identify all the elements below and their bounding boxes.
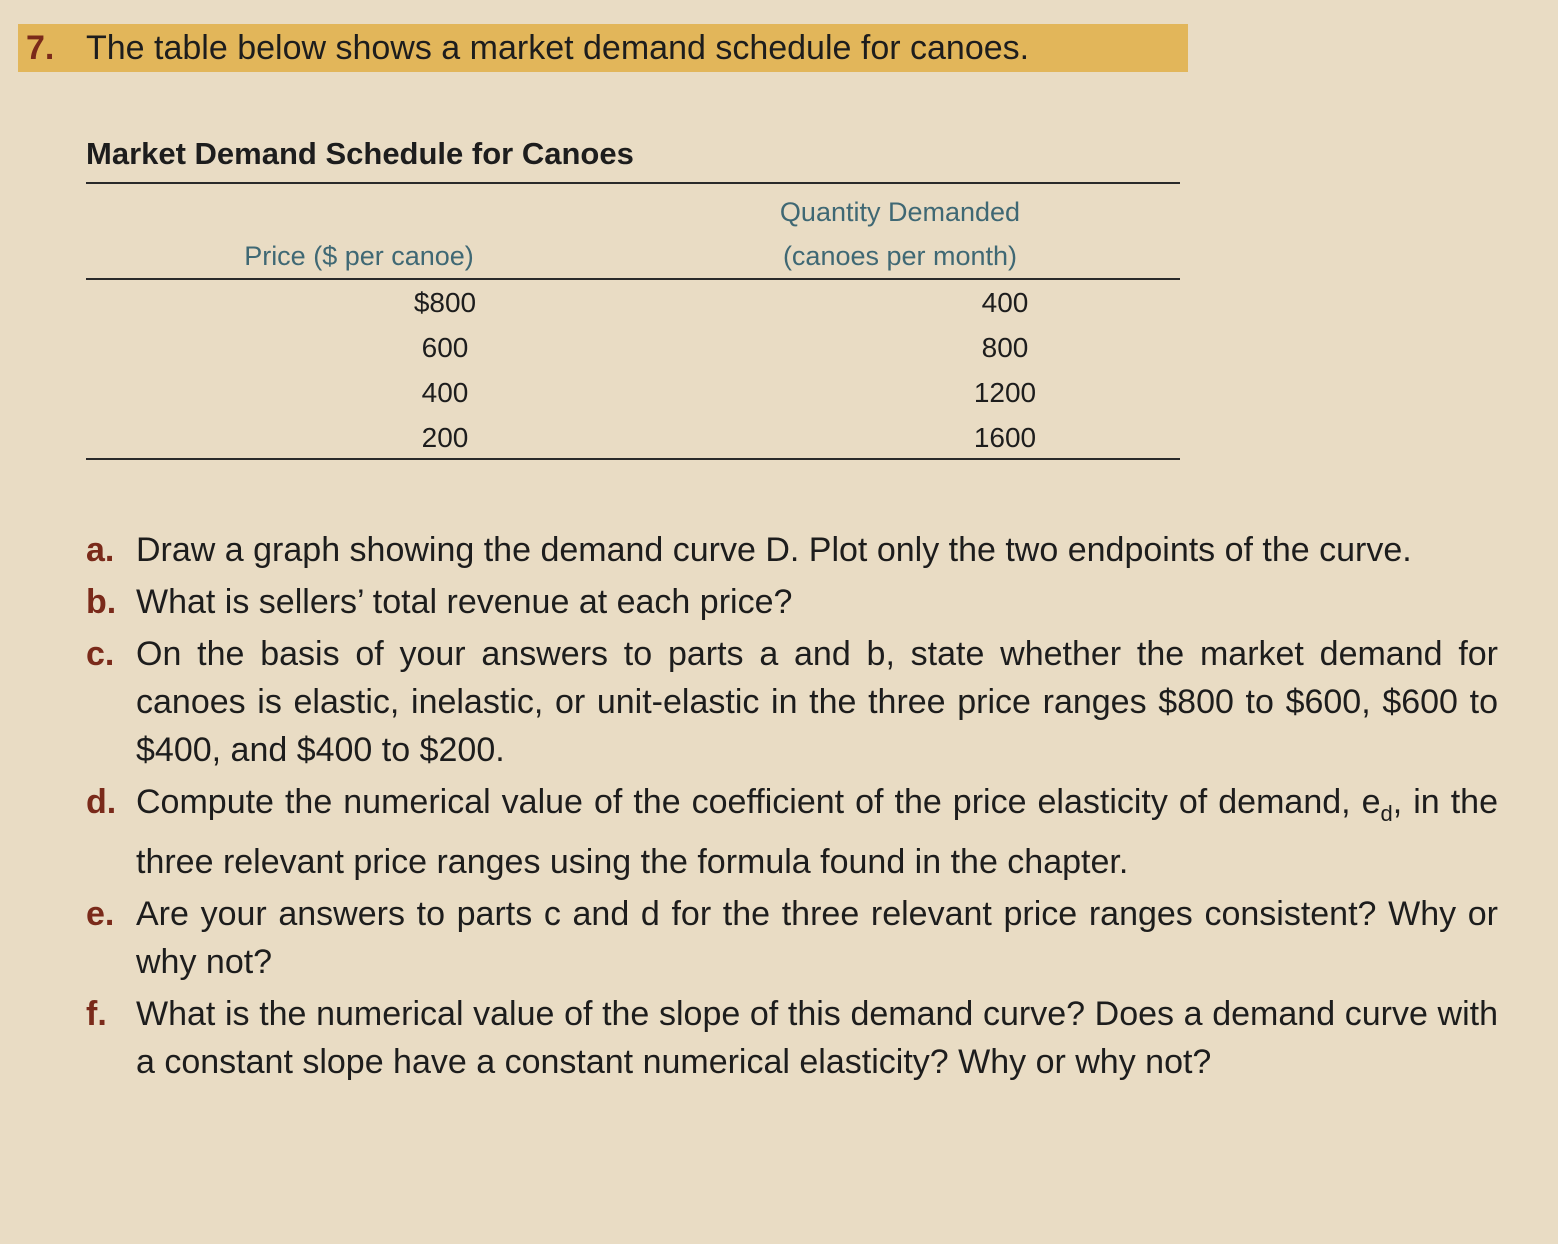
question-letter: a. — [86, 531, 115, 569]
question-item-f — [86, 990, 1498, 1086]
quantity-cell: 1200 — [973, 377, 1037, 408]
quantity-cell: 800 — [981, 332, 1029, 363]
question-item-a — [86, 526, 1498, 574]
question-letter: b. — [86, 583, 117, 621]
question-title: The table below shows a market demand schedule for canoes. — [86, 28, 1030, 67]
quantity-column-header — [700, 190, 1100, 278]
question-letter: d. — [86, 783, 117, 821]
question-text: Draw a graph showing the demand curve D. Plot only the two endpoints of the curve. — [136, 531, 1412, 569]
question-text: What is the numerical value of the slope of this demand curve? Does a demand curve with a constant slope have a constant numerical elasticity? Why or why not? — [136, 995, 1498, 1081]
question-item-d — [86, 778, 1498, 886]
price-column-header: Price ($ per canoe) — [244, 241, 474, 271]
question-text: On the basis of your answers to parts a and b, state whether the market demand for canoes is elastic, inelastic, or unit-elastic in the three price ranges $800 to $600, $600 to $400, and $400 to $200. — [136, 635, 1498, 769]
table-bottom-rule — [86, 458, 1180, 460]
question-letter: e. — [86, 895, 115, 933]
question-letter: c. — [86, 635, 115, 673]
question-text: What is sellers’ total revenue at each price? — [136, 583, 793, 621]
question-text: Are your answers to parts c and d for the three relevant price ranges consistent? Why or why not? — [136, 895, 1498, 981]
table-row — [86, 415, 1180, 461]
question-item-e — [86, 890, 1498, 986]
price-cell: 600 — [421, 332, 469, 363]
quantity-cell: 1600 — [973, 422, 1037, 453]
question-letter: f. — [86, 995, 107, 1033]
quantity-cell: 400 — [981, 287, 1029, 318]
question-header — [18, 24, 1188, 72]
question-list — [86, 526, 1498, 1090]
quantity-header-line1: Quantity Demanded — [779, 197, 1021, 227]
price-cell: $800 — [413, 287, 477, 318]
table-row — [86, 325, 1180, 371]
question-text-after: , in the three relevant price ranges using the formula found in the chapter. — [136, 783, 1498, 881]
question-text-before: Compute the numerical value of the coefficient of the price elasticity of demand, e — [136, 783, 1381, 821]
price-cell: 200 — [421, 422, 469, 453]
question-number: 7. — [26, 28, 55, 67]
table-row — [86, 280, 1180, 326]
quantity-header-line2: (canoes per month) — [782, 241, 1018, 271]
table-row — [86, 370, 1180, 416]
question-item-b — [86, 578, 1498, 626]
question-item-c — [86, 630, 1498, 774]
table-title: Market Demand Schedule for Canoes — [86, 136, 634, 171]
price-cell: 400 — [421, 377, 469, 408]
table-top-rule — [86, 182, 1180, 184]
elasticity-subscript: d — [1380, 801, 1393, 826]
